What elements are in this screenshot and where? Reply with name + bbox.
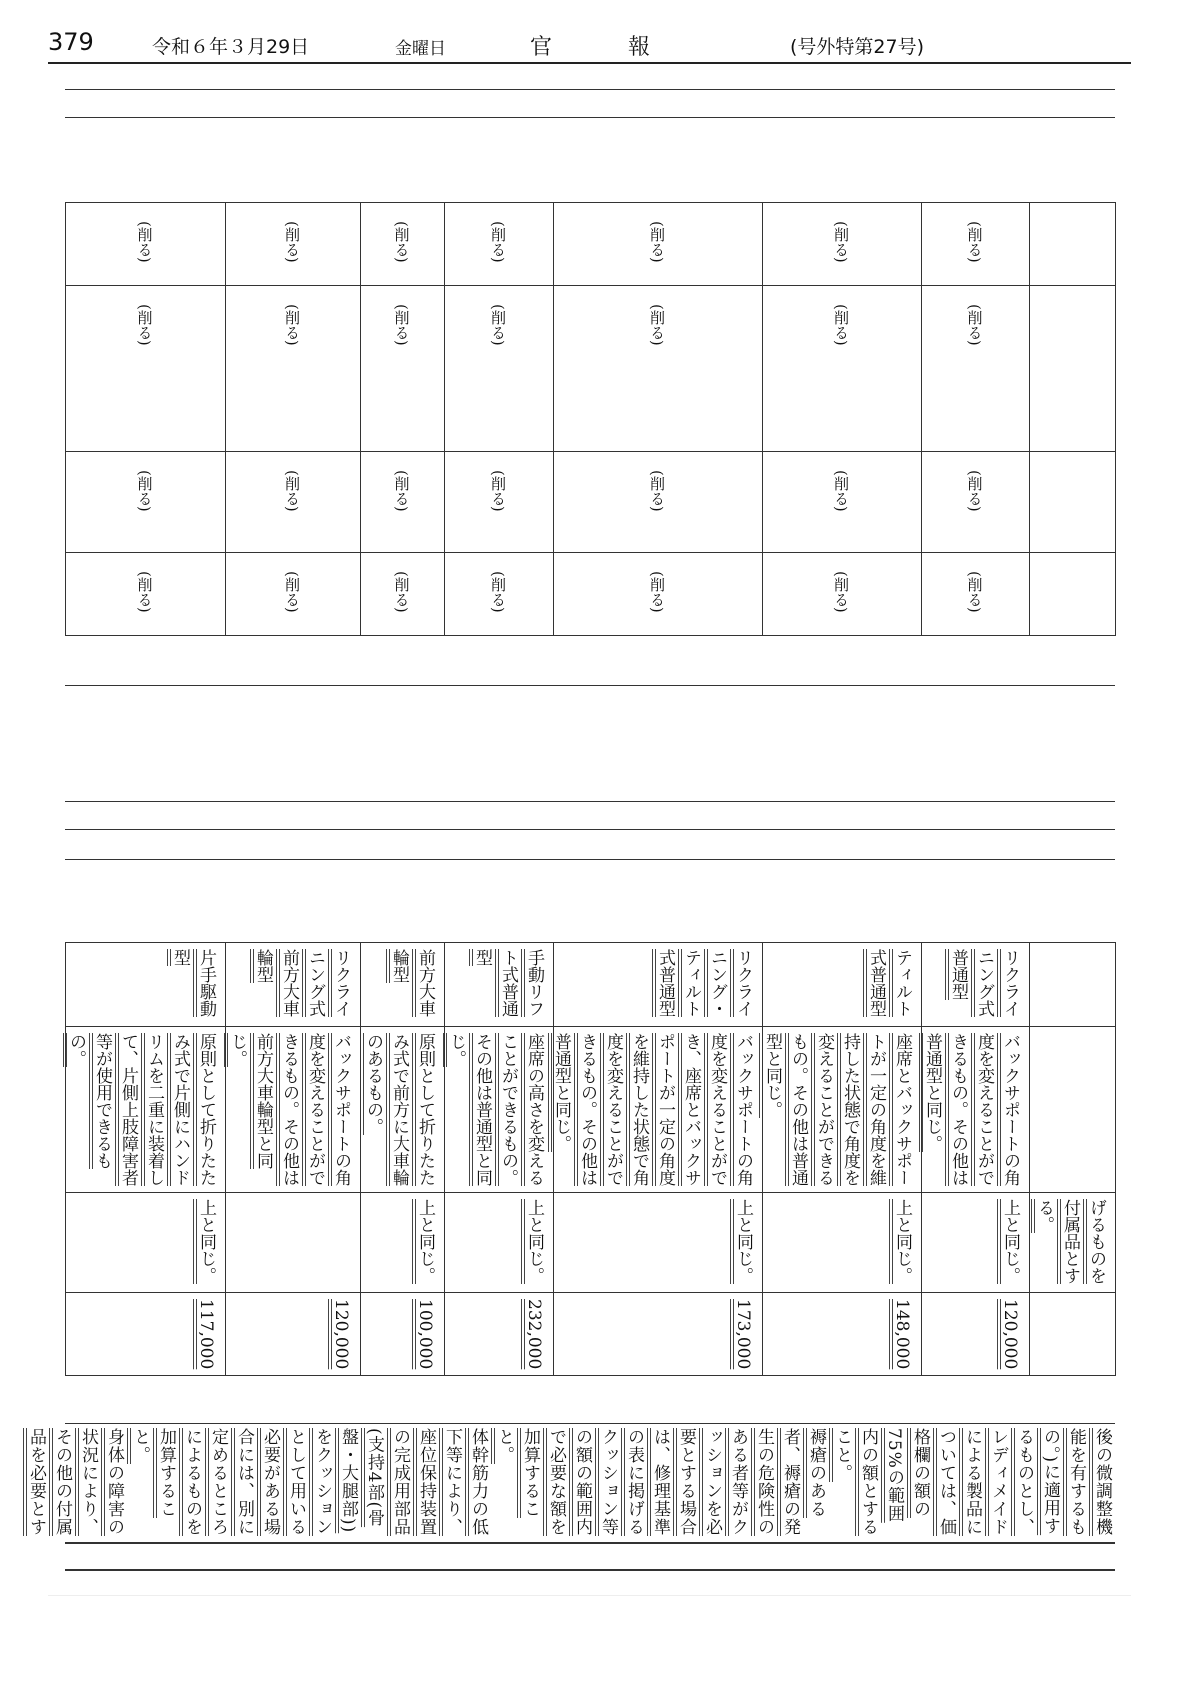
entry-cell	[444, 1192, 554, 1293]
deleted-cell	[225, 451, 361, 553]
entry-cell	[444, 1292, 554, 1376]
deleted-cell	[921, 202, 1030, 286]
note: 上と同じ。	[415, 1199, 435, 1284]
deleted-mark: (削る)	[283, 304, 301, 346]
deleted-cell	[360, 552, 445, 636]
note: 上と同じ。	[196, 1199, 216, 1284]
entry-cell	[1029, 1292, 1116, 1376]
deleted-mark: (削る)	[392, 571, 411, 613]
entry-cell	[921, 1292, 1030, 1376]
deleted-cell	[921, 451, 1030, 553]
notes-section	[26, 1428, 1115, 1540]
entry-cell	[762, 1292, 922, 1376]
type-name: リクライニング式前方大車輪型	[253, 949, 351, 1017]
deleted-cell	[225, 202, 361, 286]
type-name: 手動リフト式普通型	[472, 949, 544, 1017]
price: 117,000	[196, 1299, 216, 1370]
note: 上と同じ。	[1000, 1199, 1020, 1284]
note: 上と同じ。	[733, 1199, 753, 1284]
entry-cell	[65, 942, 226, 1027]
price: 173,000	[733, 1299, 753, 1370]
entry-cell	[921, 1192, 1030, 1293]
deleted-mark: (削る)	[283, 571, 301, 613]
deleted-cell	[762, 451, 922, 553]
description: バックサポートの角度を変えることができるもの。その他は前方大車輪型と同じ。	[227, 1033, 351, 1186]
note: 上と同じ。	[524, 1199, 544, 1284]
page-number: 379	[48, 28, 94, 56]
gazette-title-1: 官	[530, 35, 553, 60]
deleted-mark: (削る)	[135, 304, 154, 346]
deleted-mark: (削る)	[832, 304, 850, 346]
deleted-mark: (削る)	[648, 571, 666, 613]
deleted-mark: (削る)	[832, 470, 850, 512]
rule-line	[65, 1542, 1115, 1544]
deleted-cell	[1029, 202, 1116, 286]
entry-cell	[444, 942, 554, 1027]
deleted-cell	[225, 285, 361, 452]
entry-cell	[65, 1026, 226, 1193]
rule-line	[65, 1569, 1115, 1571]
note-paragraph: 褥瘡のある者、褥瘡の発生の危険性のある者等がクッションを必要とする場合は、修理基準の表に掲げるクッション等の額の範囲内で必要な額を加算すること。	[494, 1428, 826, 1536]
entry-cell	[360, 942, 445, 1027]
description: バックサポートの角度を変えることができるもの。その他は普通型と同じ。	[922, 1033, 1020, 1186]
description: 原則として折りたたみ式で前方に大車輪のあるもの。	[363, 1033, 435, 1186]
deleted-mark: (削る)	[965, 221, 984, 263]
note: げるものを付属品とする。	[1034, 1199, 1106, 1284]
deleted-cell	[360, 285, 445, 452]
deleted-cell	[65, 285, 226, 452]
price: 120,000	[1000, 1299, 1020, 1370]
entry-cell	[225, 1192, 361, 1293]
description: 原則として折りたたみ式で片側にハンドリムを二重に装着して、片側上肢障害者等が使用できるもの。	[66, 1033, 216, 1186]
deleted-mark: (削る)	[283, 470, 301, 512]
header-rule	[48, 62, 1131, 64]
deleted-mark: (削る)	[489, 221, 507, 263]
entry-cell	[921, 942, 1030, 1027]
deleted-mark: (削る)	[392, 470, 411, 512]
deleted-cell	[1029, 552, 1116, 636]
entry-cell	[65, 1292, 226, 1376]
note-paragraph: 後の微調整機能を有するもの。)に適用するものとし、レディメイドによる製品については、価格欄の額の75%の範囲内の額とすること。	[832, 1428, 1112, 1536]
deleted-cell	[762, 285, 922, 452]
rule-line	[65, 801, 1115, 802]
entry-cell	[1029, 1192, 1116, 1293]
deleted-mark: (削る)	[135, 470, 154, 512]
rule-line	[65, 859, 1115, 860]
deleted-mark: (削る)	[648, 304, 666, 346]
deleted-cell	[65, 552, 226, 636]
deleted-mark: (削る)	[965, 571, 984, 613]
deleted-mark: (削る)	[392, 304, 411, 346]
deleted-cell	[225, 552, 361, 636]
type-name: 前方大車輪型	[389, 949, 435, 1017]
entry-cell	[762, 1192, 922, 1293]
entry-cell	[921, 1026, 1030, 1193]
deleted-mark: (削る)	[832, 571, 850, 613]
deleted-cell	[444, 285, 554, 452]
entry-cell	[360, 1026, 445, 1193]
note: 上と同じ。	[892, 1199, 912, 1284]
deleted-cell	[1029, 285, 1116, 452]
entry-cell	[762, 942, 922, 1027]
deleted-cell	[444, 552, 554, 636]
issue-number: (号外特第27号)	[790, 36, 925, 58]
deleted-cell	[65, 451, 226, 553]
price: 148,000	[892, 1299, 912, 1370]
entry-cell	[65, 1192, 226, 1293]
deleted-cell	[360, 451, 445, 553]
entry-cell	[553, 1292, 763, 1376]
deleted-mark: (削る)	[283, 221, 301, 263]
deleted-cell	[65, 202, 226, 286]
deleted-mark: (削る)	[648, 221, 666, 263]
deleted-cell	[921, 285, 1030, 452]
type-name: ティルト式普通型	[866, 949, 912, 1017]
deleted-mark: (削る)	[489, 571, 507, 613]
entry-cell	[553, 1026, 763, 1193]
gazette-title-2: 報	[628, 35, 651, 60]
deleted-cell	[921, 552, 1030, 636]
deleted-mark: (削る)	[489, 470, 507, 512]
entry-cell	[553, 942, 763, 1027]
deleted-cell	[553, 451, 763, 553]
deleted-cell	[360, 202, 445, 286]
deleted-cell	[444, 202, 554, 286]
entry-cell	[553, 1192, 763, 1293]
deleted-mark: (削る)	[832, 221, 850, 263]
description: 座席の高さを変えることができるもの。その他は普通型と同じ。	[446, 1033, 544, 1186]
rule-line	[65, 1423, 1115, 1424]
description: 座席とバックサポートが一定の角度を維持した状態で角度を変えることができるもの。その他は普通型と同じ。	[762, 1033, 912, 1186]
issue-weekday: 金曜日	[395, 39, 446, 59]
entry-cell	[225, 942, 361, 1027]
deleted-cell	[553, 552, 763, 636]
entry-cell	[225, 1026, 361, 1193]
entry-cell	[444, 1026, 554, 1193]
price: 100,000	[415, 1299, 435, 1370]
entry-cell	[225, 1292, 361, 1376]
rule-line	[65, 685, 1115, 686]
rule-line	[65, 117, 1115, 118]
page-bottom-line	[48, 1595, 1131, 1596]
entry-cell	[762, 1026, 922, 1193]
type-name: リクライニング式普通型	[948, 949, 1020, 1017]
note-paragraph: 身体の障害の状況により、その他の付属品を必要とす	[26, 1428, 124, 1536]
note-paragraph: 体幹筋力の低下等により、座位保持装置の完成用部品(支持4部(骨盤・大腿部))をクッションとして用いる必要がある場合には、別に定めるところによるものを加算すること。	[130, 1428, 488, 1536]
entry-cell	[360, 1192, 445, 1293]
deleted-cell	[553, 285, 763, 452]
rule-line	[65, 89, 1115, 90]
description: バックサポートの角度を変えることができ、座席とバックサポートが一定の角度を維持した状態で角度を変えることができるもの。その他は普通型と同じ。	[551, 1033, 753, 1186]
deleted-mark: (削る)	[392, 221, 411, 263]
deleted-cell	[762, 202, 922, 286]
deleted-mark: (削る)	[965, 470, 984, 512]
deleted-cell	[1029, 451, 1116, 553]
type-name: リクライニング・ティルト式普通型	[655, 949, 753, 1017]
entry-cell	[1029, 1026, 1116, 1193]
rule-line	[65, 829, 1115, 830]
entry-cell	[360, 1292, 445, 1376]
deleted-mark: (削る)	[648, 470, 666, 512]
price: 120,000	[331, 1299, 351, 1370]
deleted-mark: (削る)	[135, 571, 154, 613]
entry-cell	[1029, 942, 1116, 1027]
deleted-mark: (削る)	[965, 304, 984, 346]
deleted-cell	[762, 552, 922, 636]
price: 232,000	[524, 1299, 544, 1370]
issue-date: 令和６年３月29日	[152, 36, 310, 58]
deleted-mark: (削る)	[489, 304, 507, 346]
type-name: 片手駆動型	[170, 949, 216, 1017]
deleted-mark: (削る)	[135, 221, 154, 263]
deleted-cell	[444, 451, 554, 553]
deleted-cell	[553, 202, 763, 286]
